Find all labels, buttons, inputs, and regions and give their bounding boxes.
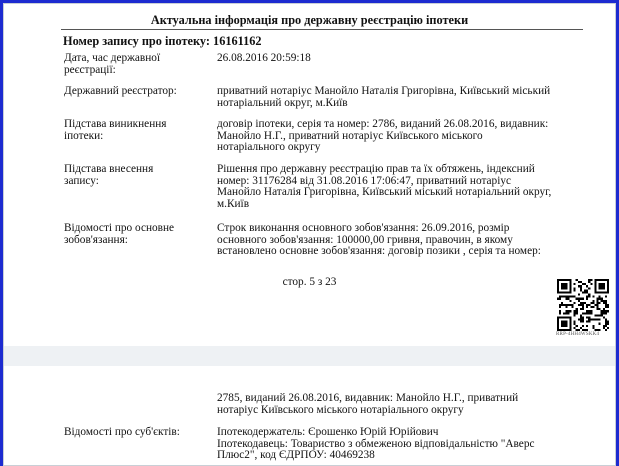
- document-page: [4, 4, 615, 346]
- qr-code-text: RRP-4HH4WSKK4: [556, 332, 600, 337]
- continuation-value: 2785, виданий 26.08.2016, видавник: Манойло Н.Г., приватний нотаріус Київського міського нотаріального округу: [217, 392, 519, 416]
- qr-code-icon: [557, 279, 609, 331]
- title-divider: [61, 29, 583, 30]
- record-number: Номер запису про іпотеку: 16161162: [63, 34, 262, 48]
- obligation-value: Строк виконання основного зобов'язання: 26.09.2016, розмір основного зобов'язання: 100000,00 гривня, правочин, в якому встановлено основне зобов'язання: договір позики , серія та номер:: [217, 222, 541, 258]
- basis-origin-value: договір іпотеки, серія та номер: 2786, виданий 26.08.2016, видавник: Манойло Н.Г., приватний нотаріус Київського міського нотаріального округу: [217, 118, 549, 154]
- document-viewer: [3, 3, 616, 466]
- reg-date-label: Дата, час державної реєстрації:: [64, 52, 161, 76]
- document-page-next: [4, 366, 615, 466]
- basis-entry-label: Підстава внесення запису:: [64, 163, 154, 187]
- subjects-label: Відомості про суб'єктів:: [64, 426, 180, 438]
- basis-origin-label: Підстава виникнення іпотеки:: [64, 118, 167, 142]
- registrar-label: Державний реєстратор:: [64, 85, 177, 97]
- page-number: стор. 5 з 23: [282, 276, 337, 288]
- subjects-value: Іпотекодержатель: Єрошенко Юрій Юрійович Іпотекодавець: Товариство з обмеженою відповідальністю "Аверс Плюс2", код ЄДРПОУ: 40469238: [217, 426, 535, 462]
- obligation-label: Відомості про основне зобов'язання:: [64, 222, 175, 246]
- registrar-value: приватний нотаріус Манойло Наталія Григорівна, Київський міський нотаріальний округ, м.Київ: [217, 85, 551, 109]
- document-title: Актуальна інформація про державну реєстрацію іпотеки: [150, 13, 469, 27]
- basis-entry-value: Рішення про державну реєстрацію прав та їх обтяжень, індексний номер: 31176284 від 31.08.2016 17:06:47, приватний нотаріус Манойло Наталія Григорівна, Київський міський нотаріальний округ, м.Київ: [217, 163, 552, 210]
- reg-date-value: 26.08.2016 20:59:18: [217, 52, 311, 64]
